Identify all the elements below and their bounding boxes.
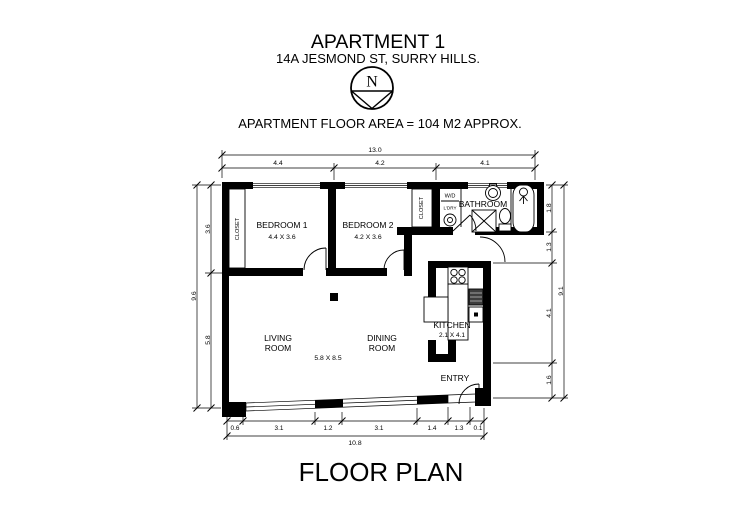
dim-top-3: 4.1 xyxy=(480,160,490,167)
bedroom2-door xyxy=(384,250,404,270)
floor-area-note: APARTMENT FLOOR AREA = 104 M2 APPROX. xyxy=(238,116,522,131)
dim-left-overall: 9.6 xyxy=(191,291,198,301)
dim-bottom-1: 0.6 xyxy=(230,425,240,432)
living-dining-size: 5.8 X 8.5 xyxy=(314,355,342,362)
entry-label: ENTRY xyxy=(440,373,470,383)
bedroom2-closet-label: CLOSET xyxy=(419,196,425,220)
bathtub-icon xyxy=(513,185,534,232)
washer-dryer-label: W/D xyxy=(444,193,456,200)
north-compass-icon xyxy=(351,67,393,109)
bedroom2-size: 4.2 X 3.6 xyxy=(354,234,382,241)
dim-bottom-7: 0.1 xyxy=(473,425,483,432)
dim-right-1: 1.8 xyxy=(546,203,553,213)
dim-bottom-3: 1.2 xyxy=(323,425,333,432)
dim-left-1: 3.6 xyxy=(205,224,212,234)
page-title: APARTMENT 1 xyxy=(310,31,446,53)
dim-right-3: 4.1 xyxy=(546,308,553,318)
laundry-label: L'DRY xyxy=(443,205,457,211)
dim-bottom-overall: 10.8 xyxy=(348,440,362,447)
living-room-label-1: LIVING xyxy=(264,333,292,343)
dining-room-label-1: DINING xyxy=(367,333,397,343)
bedroom1-size: 4.4 X 3.6 xyxy=(268,234,296,241)
bedroom1-door xyxy=(304,248,326,270)
compass-north-letter: N xyxy=(366,73,378,91)
bedroom1-label: BEDROOM 1 xyxy=(256,220,308,230)
fridge-icon xyxy=(469,289,483,305)
dim-right-overall: 9.1 xyxy=(558,286,565,296)
hall-door xyxy=(480,237,505,262)
column xyxy=(330,293,338,301)
kitchen-size: 2.1 X 4.1 xyxy=(438,332,466,339)
address-subtitle: 14A JESMOND ST, SURRY HILLS. xyxy=(276,51,480,66)
dimension-lines xyxy=(192,150,568,440)
dim-bottom-4: 3.1 xyxy=(374,425,384,432)
drawing-caption: FLOOR PLAN xyxy=(298,457,464,487)
dim-bottom-5: 1.4 xyxy=(427,425,437,432)
dim-top-2: 4.2 xyxy=(375,160,385,167)
dim-top-1: 4.4 xyxy=(273,160,283,167)
kitchen-counter-left xyxy=(424,297,448,322)
bathroom-label: BATHROOM xyxy=(458,199,508,209)
dim-bottom-6: 1.3 xyxy=(454,425,464,432)
dining-room-label-2: ROOM xyxy=(368,343,396,353)
bedroom2-label: BEDROOM 2 xyxy=(342,220,394,230)
top-windows xyxy=(253,183,507,187)
stove-icon xyxy=(448,267,468,284)
living-room-label-2: ROOM xyxy=(264,343,292,353)
bottom-window-wall xyxy=(246,394,476,411)
dim-right-2: 1.3 xyxy=(546,242,553,252)
dim-left-2: 5.8 xyxy=(205,335,212,345)
dim-top-overall: 13.0 xyxy=(368,147,382,154)
toilet-icon xyxy=(499,209,511,232)
dim-bottom-2: 3.1 xyxy=(274,425,284,432)
kitchen-sink-icon xyxy=(469,307,483,322)
dim-right-4: 1.6 xyxy=(546,375,553,385)
kitchen-label: KITCHEN xyxy=(433,320,471,330)
bedroom1-closet-label: CLOSET xyxy=(235,217,241,241)
